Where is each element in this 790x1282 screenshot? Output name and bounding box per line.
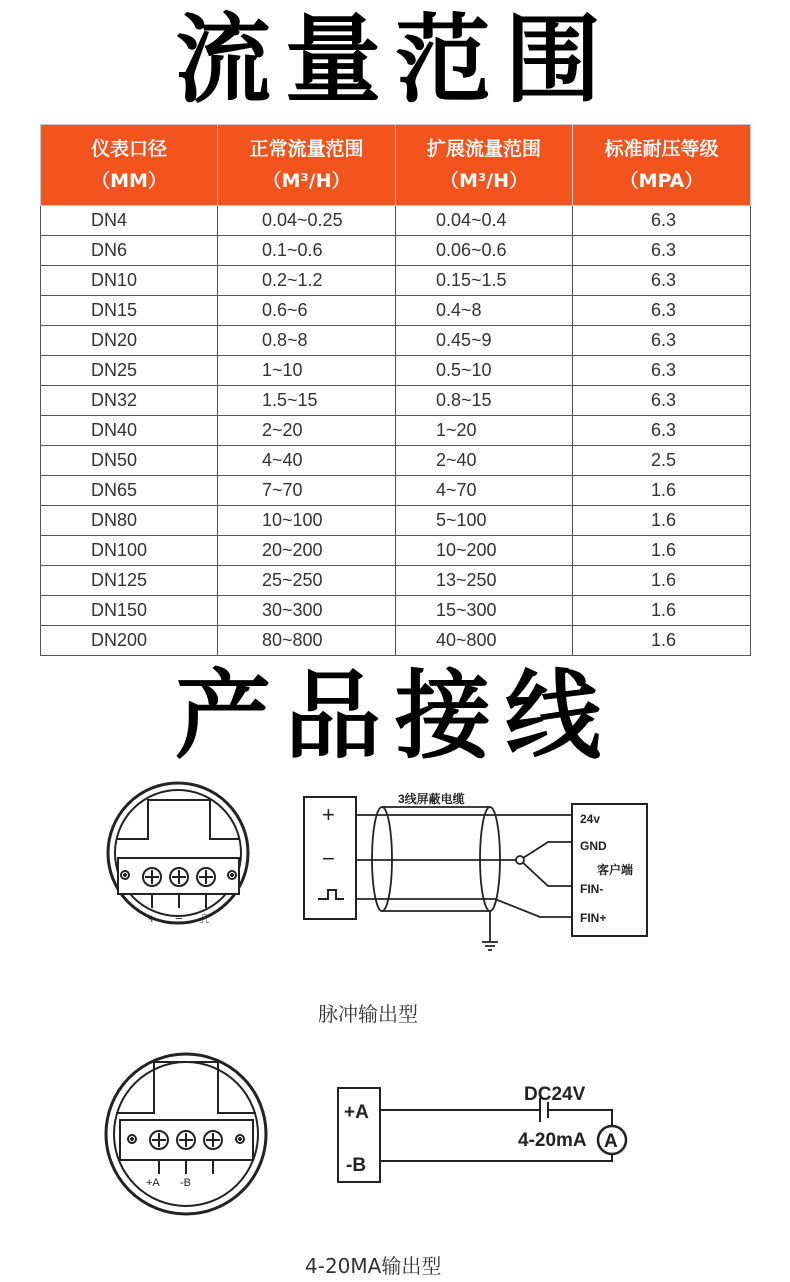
ammeter-icon: [598, 1126, 626, 1154]
current-output-caption: 4-20MA输出型: [305, 1254, 442, 1278]
cell-normal-flow: 25~250: [218, 566, 396, 596]
table-row: [41, 416, 751, 446]
cell-pressure: 1.6: [573, 536, 751, 566]
cell-normal-flow: 10~100: [218, 506, 396, 536]
cell-diameter: DN40: [41, 416, 218, 446]
cell-normal-flow: 2~20: [218, 416, 396, 446]
cell-pressure: 6.3: [573, 206, 751, 236]
cell-normal-flow: 80~800: [218, 626, 396, 656]
cell-pressure: 1.6: [573, 476, 751, 506]
cell-pressure: 1.6: [573, 596, 751, 626]
cell-extended-flow: 5~100: [396, 506, 573, 536]
client-pin-24v: 24v: [580, 812, 601, 826]
cell-normal-flow: 30~300: [218, 596, 396, 626]
table-row: [41, 506, 751, 536]
table-header-row: [41, 125, 751, 206]
cell-diameter: DN20: [41, 326, 218, 356]
client-pin-fin-minus: FIN-: [580, 882, 604, 896]
cell-extended-flow: 15~300: [396, 596, 573, 626]
cell-diameter: DN15: [41, 296, 218, 326]
cell-diameter: DN65: [41, 476, 218, 506]
cell-pressure: 6.3: [573, 326, 751, 356]
table-row: [41, 536, 751, 566]
current-meter-face: [106, 1054, 266, 1214]
cable-label: 3线屏蔽电缆: [398, 792, 465, 806]
client-label: 客户端: [597, 863, 634, 877]
current-box-minus-b: -B: [346, 1155, 367, 1176]
cell-pressure: 6.3: [573, 356, 751, 386]
cell-diameter: DN10: [41, 266, 218, 296]
cell-diameter: DN25: [41, 356, 218, 386]
table-row: [41, 476, 751, 506]
cell-normal-flow: 0.6~6: [218, 296, 396, 326]
header-diameter: 仪表口径 （MM）: [41, 125, 218, 206]
dc-supply-label: DC24V: [524, 1084, 586, 1105]
cell-pressure: 6.3: [573, 386, 751, 416]
cell-extended-flow: 40~800: [396, 626, 573, 656]
pulse-terminal-pulse: ⎍: [200, 911, 210, 926]
client-pin-gnd: GND: [580, 839, 607, 853]
cell-normal-flow: 4~40: [218, 446, 396, 476]
flow-range-table: [40, 124, 751, 656]
cell-extended-flow: 0.15~1.5: [396, 266, 573, 296]
cell-extended-flow: 2~40: [396, 446, 573, 476]
cell-pressure: 2.5: [573, 446, 751, 476]
table-row: [41, 566, 751, 596]
cell-diameter: DN125: [41, 566, 218, 596]
table-row: [41, 266, 751, 296]
cell-normal-flow: 0.04~0.25: [218, 206, 396, 236]
current-wiring-diagram: [0, 1040, 790, 1240]
cell-diameter: DN200: [41, 626, 218, 656]
table-row: [41, 626, 751, 656]
cell-normal-flow: 1~10: [218, 356, 396, 386]
cell-pressure: 6.3: [573, 296, 751, 326]
table-row: [41, 236, 751, 266]
cell-normal-flow: 20~200: [218, 536, 396, 566]
cell-pressure: 6.3: [573, 416, 751, 446]
table-row: [41, 596, 751, 626]
cell-normal-flow: 0.8~8: [218, 326, 396, 356]
pulse-terminal-minus: −: [175, 911, 183, 926]
cell-extended-flow: 0.04~0.4: [396, 206, 573, 236]
current-range-label: 4-20mA: [518, 1130, 587, 1151]
cell-normal-flow: 1.5~15: [218, 386, 396, 416]
cell-extended-flow: 0.06~0.6: [396, 236, 573, 266]
table-row: [41, 326, 751, 356]
pulse-meter-face: [108, 783, 248, 926]
header-pressure: 标准耐压等级 （MPA）: [573, 125, 751, 206]
pulse-wiring-diagram: [0, 770, 790, 985]
current-terminal-plus-a: +A: [146, 1177, 160, 1189]
cell-pressure: 1.6: [573, 566, 751, 596]
cell-diameter: DN4: [41, 206, 218, 236]
cell-extended-flow: 13~250: [396, 566, 573, 596]
gnd-junction: [516, 856, 524, 864]
cell-diameter: DN100: [41, 536, 218, 566]
cell-pressure: 6.3: [573, 266, 751, 296]
table-row: [41, 206, 751, 236]
svg-text:A: A: [604, 1131, 618, 1152]
cell-normal-flow: 0.2~1.2: [218, 266, 396, 296]
client-pin-fin-plus: FIN+: [580, 911, 607, 925]
client-block: [572, 804, 647, 936]
cell-normal-flow: 0.1~0.6: [218, 236, 396, 266]
table-row: [41, 386, 751, 416]
current-box-plus-a: +A: [344, 1102, 369, 1123]
pulse-cable: [356, 807, 575, 950]
cell-extended-flow: 0.45~9: [396, 326, 573, 356]
header-extended-flow: 扩展流量范围 （M³/H）: [396, 125, 573, 206]
cell-pressure: 6.3: [573, 236, 751, 266]
cell-diameter: DN50: [41, 446, 218, 476]
cell-extended-flow: 0.5~10: [396, 356, 573, 386]
cell-extended-flow: 0.8~15: [396, 386, 573, 416]
cell-normal-flow: 7~70: [218, 476, 396, 506]
cell-pressure: 1.6: [573, 506, 751, 536]
cell-diameter: DN150: [41, 596, 218, 626]
cell-extended-flow: 4~70: [396, 476, 573, 506]
table-row: [41, 296, 751, 326]
cell-extended-flow: 1~20: [396, 416, 573, 446]
pulse-box-plus: +: [322, 802, 335, 827]
cell-diameter: DN6: [41, 236, 218, 266]
flow-range-title: 流量范围: [175, 4, 615, 116]
wiring-title: 产品接线: [175, 660, 615, 772]
cell-diameter: DN80: [41, 506, 218, 536]
cell-pressure: 1.6: [573, 626, 751, 656]
table-row: [41, 356, 751, 386]
pulse-box-minus: −: [322, 846, 335, 871]
pulse-terminal-plus: +: [148, 911, 156, 926]
cell-extended-flow: 0.4~8: [396, 296, 573, 326]
pulse-output-caption: 脉冲输出型: [318, 1002, 418, 1026]
cell-extended-flow: 10~200: [396, 536, 573, 566]
header-normal-flow: 正常流量范围 （M³/H）: [218, 125, 396, 206]
cell-diameter: DN32: [41, 386, 218, 416]
table-row: [41, 446, 751, 476]
current-terminal-minus-b: -B: [180, 1177, 191, 1189]
current-terminal-box: [338, 1088, 380, 1182]
pulse-terminal-box: [304, 797, 356, 919]
